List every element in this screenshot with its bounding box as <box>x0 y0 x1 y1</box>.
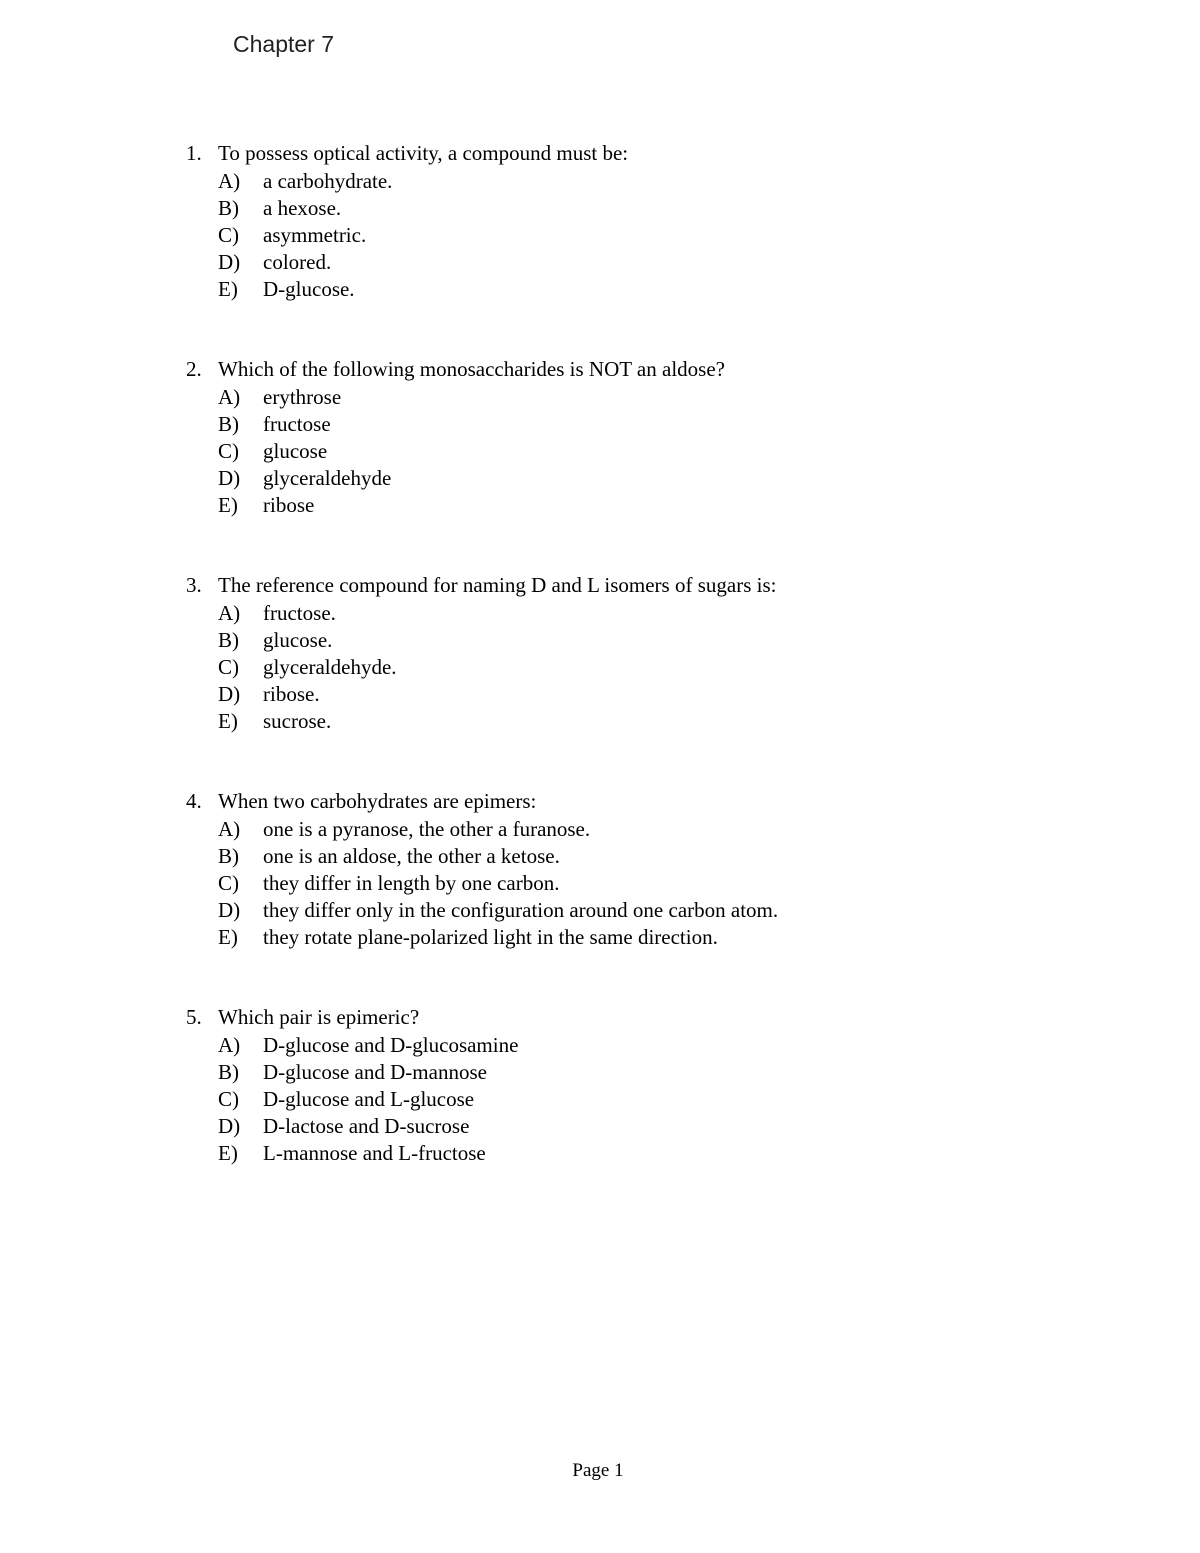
choice-letter: C) <box>218 439 239 463</box>
answer-choice <box>186 1113 1086 1140</box>
page-number: Page 1 <box>572 1460 624 1481</box>
choice-text: D-glucose. <box>263 277 355 301</box>
choice-text: L-mannose and L-fructose <box>263 1141 486 1165</box>
answer-choice <box>186 816 1086 843</box>
answer-choice <box>186 222 1086 249</box>
answer-choice <box>186 870 1086 897</box>
choice-text: fructose <box>263 412 331 436</box>
choice-text: D-glucose and L-glucose <box>263 1087 475 1111</box>
choice-letter: D) <box>218 682 241 706</box>
question-stem <box>186 140 1086 168</box>
question-stem <box>186 572 1086 600</box>
choice-letter: A) <box>218 169 241 193</box>
choice-text: D-glucose and D-mannose <box>263 1060 487 1084</box>
choice-text: D-glucose and D-glucosamine <box>263 1033 519 1057</box>
choice-letter: D) <box>218 898 241 922</box>
choice-text: a hexose. <box>263 196 342 220</box>
choice-text: one is an aldose, the other a ketose. <box>263 844 560 868</box>
question-5 <box>186 1004 1086 1167</box>
question-stem <box>186 1004 1086 1032</box>
answer-choice <box>186 1059 1086 1086</box>
choice-letter: D) <box>218 250 241 274</box>
question-text: To possess optical activity, a compound must be: <box>218 141 629 165</box>
answer-choice <box>186 195 1086 222</box>
answer-choice <box>186 168 1086 195</box>
question-number: 3. <box>186 573 202 597</box>
answer-choice <box>186 492 1086 519</box>
question-list <box>186 140 1086 1220</box>
choice-text: glucose. <box>263 628 333 652</box>
question-number: 2. <box>186 357 202 381</box>
choice-letter: E) <box>218 925 238 949</box>
answer-choice <box>186 1140 1086 1167</box>
answer-choice <box>186 843 1086 870</box>
choice-text: a carbohydrate. <box>263 169 393 193</box>
choice-letter: E) <box>218 1141 238 1165</box>
choice-letter: D) <box>218 1114 241 1138</box>
choice-text: erythrose <box>263 385 342 409</box>
answer-choice <box>186 1086 1086 1113</box>
choice-letter: B) <box>218 628 239 652</box>
choice-text: sucrose. <box>263 709 332 733</box>
question-text: The reference compound for naming D and L isomers of sugars is: <box>218 573 777 597</box>
choice-letter: B) <box>218 1060 239 1084</box>
choice-letter: A) <box>218 385 241 409</box>
choice-text: ribose <box>263 493 315 517</box>
answer-choice <box>186 1032 1086 1059</box>
question-stem <box>186 356 1086 384</box>
choice-letter: B) <box>218 844 239 868</box>
choice-text: they differ only in the configuration around one carbon atom. <box>263 898 779 922</box>
choice-letter: C) <box>218 223 239 247</box>
question-number: 4. <box>186 789 202 813</box>
question-number: 5. <box>186 1005 202 1029</box>
choice-text: fructose. <box>263 601 336 625</box>
choice-letter: C) <box>218 655 239 679</box>
question-2 <box>186 356 1086 519</box>
choice-text: they rotate plane-polarized light in the same direction. <box>263 925 718 949</box>
choice-text: colored. <box>263 250 332 274</box>
choice-letter: E) <box>218 493 238 517</box>
choice-text: ribose. <box>263 682 320 706</box>
answer-choice <box>186 276 1086 303</box>
answer-choice <box>186 411 1086 438</box>
choice-letter: B) <box>218 412 239 436</box>
question-number: 1. <box>186 141 202 165</box>
answer-choice <box>186 627 1086 654</box>
answer-choice <box>186 600 1086 627</box>
question-text: Which of the following monosaccharides is NOT an aldose? <box>218 357 725 381</box>
choice-letter: E) <box>218 277 238 301</box>
choice-letter: A) <box>218 601 241 625</box>
answer-choice <box>186 384 1086 411</box>
question-1 <box>186 140 1086 303</box>
choice-letter: E) <box>218 709 238 733</box>
choice-letter: A) <box>218 1033 241 1057</box>
choice-text: glyceraldehyde <box>263 466 392 490</box>
answer-choice <box>186 654 1086 681</box>
answer-choice <box>186 249 1086 276</box>
chapter-title: Chapter 7 <box>233 31 335 57</box>
choice-text: they differ in length by one carbon. <box>263 871 560 895</box>
choice-text: D-lactose and D-sucrose <box>263 1114 470 1138</box>
answer-choice <box>186 465 1086 492</box>
choice-text: glyceraldehyde. <box>263 655 397 679</box>
answer-choice <box>186 924 1086 951</box>
answer-choice <box>186 438 1086 465</box>
choice-letter: B) <box>218 196 239 220</box>
question-text: Which pair is epimeric? <box>218 1005 420 1029</box>
page-footer <box>0 1460 1200 1482</box>
choice-letter: D) <box>218 466 241 490</box>
question-stem <box>186 788 1086 816</box>
answer-choice <box>186 897 1086 924</box>
choice-letter: C) <box>218 871 239 895</box>
answer-choice <box>186 681 1086 708</box>
question-4 <box>186 788 1086 951</box>
choice-letter: A) <box>218 817 241 841</box>
choice-text: one is a pyranose, the other a furanose. <box>263 817 591 841</box>
choice-letter: C) <box>218 1087 239 1111</box>
question-3 <box>186 572 1086 735</box>
answer-choice <box>186 708 1086 735</box>
question-text: When two carbohydrates are epimers: <box>218 789 537 813</box>
choice-text: asymmetric. <box>263 223 367 247</box>
choice-text: glucose <box>263 439 328 463</box>
